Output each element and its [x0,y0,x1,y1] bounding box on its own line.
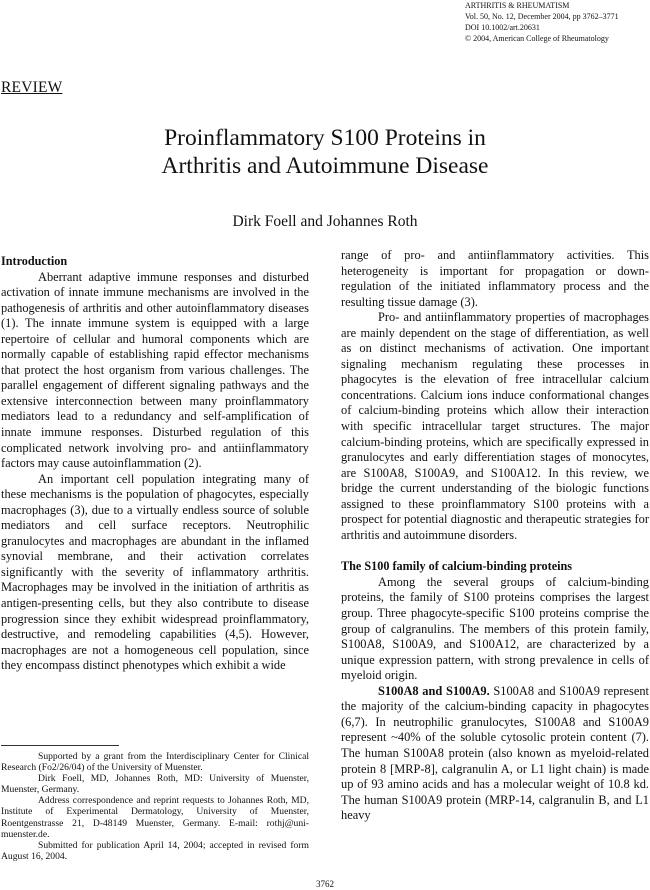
footnotes [1,751,309,862]
paragraph: Among the several groups of calcium-binding proteins, the family of S100 proteins comprises the largest group. Three phagocyte-specific S100 proteins comprise the group of calgranulins. The members of this protein family, S100A8, S100A9, and S100A12, are characterized by a unique expression pattern, with strong prevalence in cells of myeloid origin. [341,574,649,683]
journal-name: ARTHRITIS & RHEUMATISM [465,1,570,10]
title-line-2: Arthritis and Autoimmune Disease [161,153,489,179]
article-title [0,124,650,180]
subsection-run-in-heading: S100A8 and S100A9. [378,683,490,698]
footnote-funding: Supported by a grant from the Interdisciplinary Center for Clinical Research (Fo2/26/04) of the University of Muenster. [1,751,309,774]
footnote-submission: Submitted for publication April 14, 2004; accepted in revised form August 16, 2004. [1,839,309,862]
title-line-1: Proinflammatory S100 Proteins in [164,125,486,151]
right-column [341,248,649,824]
journal-copyright: © 2004, American College of Rheumatology [465,34,609,43]
paragraph: Aberrant adaptive immune responses and disturbed activation of innate immune mechanisms are involved in the pathogenesis of arthritis and other autoinflammatory diseases (1). The innate immune system is equipped with a large repertoire of cellular and humoral components which are normally capable of establishing rapid effector mechanisms that protect the host organism from various challenges. The parallel engagement of different signaling pathways and the extensive interconnection between many proinflammatory mediators lead to a redundancy and self-amplification of innate immune responses. Disturbed regulation of this complicated network involving pro- and antiinflammatory factors may cause autoinflammation (2). [1,269,309,471]
paragraph-text: S100A8 and S100A9 represent the majority of the calcium-binding capacity in phagocytes (6,7). In neutrophilic granulocytes, S100A8 and S100A9 represent ~40% of the soluble cytosolic protein content (7). The human S100A8 protein (also known as myeloid-related protein 8 [MRP-8], calgranulin A, or L1 light chain) is made up of 93 amino acids and has a molecular weight of 10.8 kd. The human S100A9 protein (MRP-14, calgranulin B, and L1 heavy [341,683,649,823]
journal-doi: DOI 10.1002/art.20631 [465,23,540,32]
author-list: Dirk Foell and Johannes Roth [232,213,418,230]
section-heading-introduction: Introduction [1,254,68,268]
paragraph: An important cell population integrating many of these mechanisms is the population of phagocytes, especially macrophages (3), due to a virtually endless source of soluble mediators and cell surface receptors. Neutrophilic granulocytes and macrophages are abundant in the inflamed synovial membrane, and their activation correlates significantly with the severity of inflammatory arthritis. Macrophages may be involved in the initiation of arthritis as antigen-presenting cells, but they also contribute to disease progression since they exhibit widespread proinflammatory, destructive, and remodeling capabilities (4,5). However, macrophages are not a homogeneous cell population, since they encompass distinct phenotypes which exhibit a wide [1,471,309,673]
footnote-affiliation: Dirk Foell, MD, Johannes Roth, MD: University of Muenster, Muenster, Germany. [1,773,309,796]
section-label: REVIEW [1,79,63,96]
paragraph [341,684,649,824]
paragraph: Pro- and antiinflammatory properties of macrophages are mainly dependent on the stage of differentiation, as well as on distinct mechanisms of activation. One important signaling mechanism regulating these processes in phagocytes is the elevation of free intracellular calcium concentrations. Calcium ions induce conformational changes of calcium-binding proteins which allow their interaction with specific intracellular target structures. The major calcium-binding proteins, which are specifically expressed in granulocytes and early differentiation stages of monocytes, are S100A8, S100A9, and S100A12. In this review, we bridge the current understanding of the biologic functions assigned to these proinflammatory S100 proteins with a prospect for potential diagnostic and therapeutic strategies for arthritis and autoimmune disorders. [341,310,649,542]
journal-header [465,0,650,44]
section-heading-s100-family: The S100 family of calcium-binding proteins [341,559,573,574]
left-column [1,254,309,674]
paragraph: range of pro- and antiinflammatory activities. This heterogeneity is important for propagation or down-regulation of the initiated inflammatory process and the resulting tissue damage (3). [341,248,649,309]
footnote-divider [1,745,119,746]
page-number: 3762 [316,879,334,889]
footnote-correspondence: Address correspondence and reprint requests to Johannes Roth, MD, Institute of Experimental Dermatology, University of Muenster, Roentgenstrasse 21, D-48149 Muenster, Germany. E-mail: rothj@uni-muenster.de. [1,795,309,840]
journal-volume: Vol. 50, No. 12, December 2004, pp 3762–3771 [465,12,619,21]
